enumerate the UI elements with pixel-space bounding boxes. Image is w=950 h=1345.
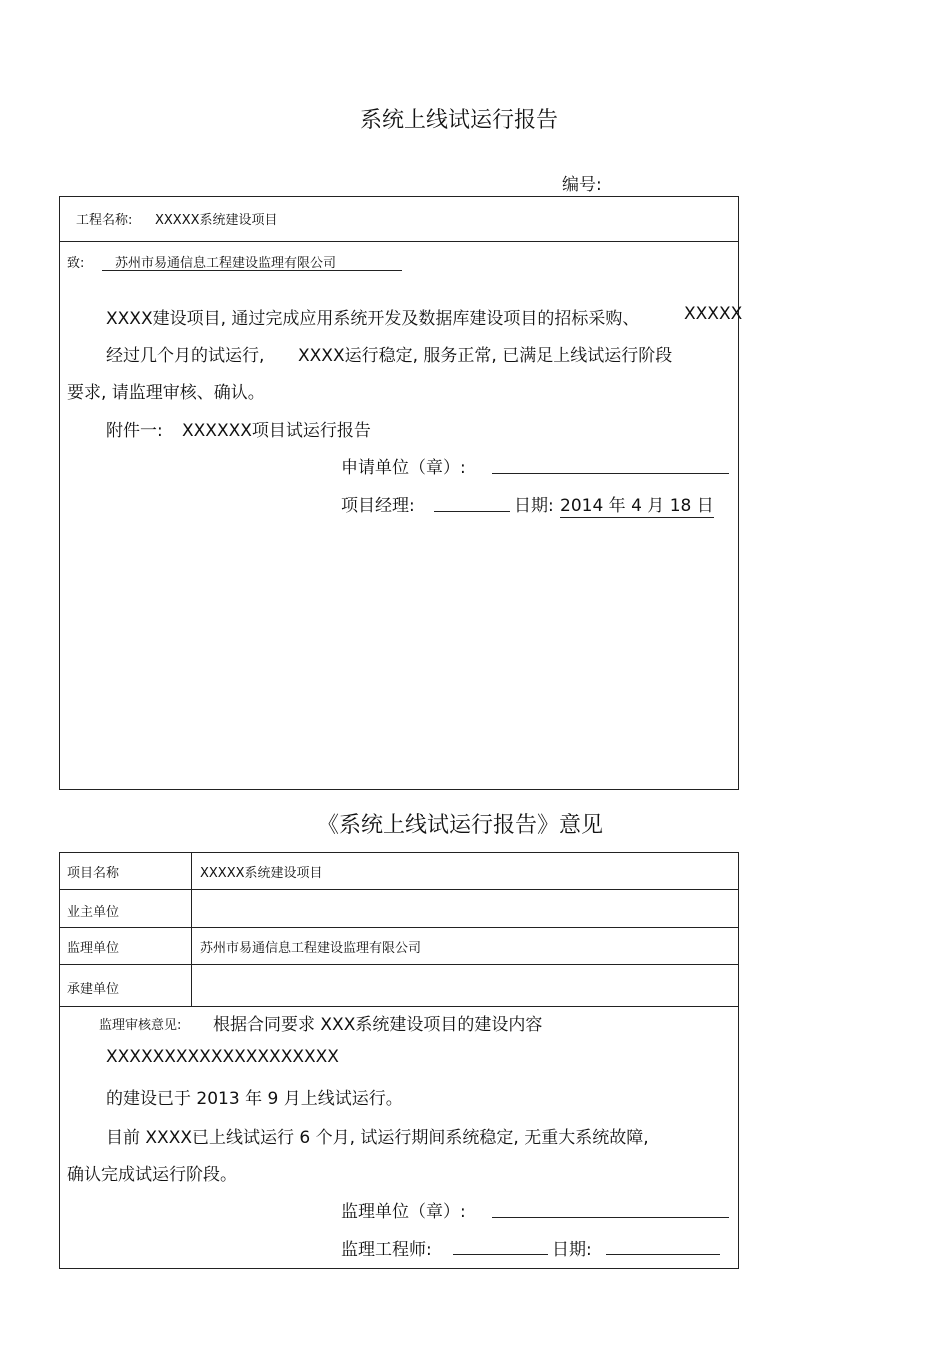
- row-owner-label: 业主单位: [67, 905, 120, 920]
- body-line-2a: 经过几个月的试运行,: [106, 346, 265, 366]
- review-line-2: XXXXXXXXXXXXXXXXXXXX: [106, 1047, 339, 1067]
- row-supervisor-label: 监理单位: [67, 941, 120, 956]
- body-line-1a: XXXX建设项目, 通过完成应用系统开发及数据库建设项目的招标采购、: [106, 309, 640, 329]
- report-number-label: 编号:: [562, 175, 602, 195]
- row-project-label: 项目名称: [67, 866, 120, 881]
- opinion-row-divider: [59, 889, 739, 890]
- report-date-value: 2014 年 4 月 18 日: [560, 491, 714, 518]
- project-name-value: XXXXX系统建设项目: [155, 213, 278, 228]
- manager-label: 项目经理:: [341, 496, 415, 516]
- report-title: 系统上线试运行报告: [360, 108, 559, 133]
- row-supervisor-value: 苏州市易通信息工程建设监理有限公司: [200, 941, 422, 956]
- applicant-signature-line: [492, 473, 729, 474]
- opinion-row-divider: [59, 1006, 739, 1007]
- body-line-2b: XXXX运行稳定, 服务正常, 已满足上线试运行阶段: [298, 346, 673, 366]
- review-line-3: 的建设已于 2013 年 9 月上线试运行。: [106, 1089, 403, 1109]
- report-form-divider: [59, 241, 739, 242]
- opinion-row-divider: [59, 927, 739, 928]
- body-line-1b: XXXXX: [684, 304, 743, 324]
- to-company: 苏州市易通信息工程建设监理有限公司: [115, 256, 337, 271]
- review-line-1: 根据合同要求 XXX系统建设项目的建设内容: [213, 1015, 543, 1035]
- opinion-date-label: 日期:: [552, 1240, 592, 1260]
- to-label: 致:: [67, 256, 85, 271]
- attachment-text: XXXXXX项目试运行报告: [182, 421, 371, 441]
- applicant-label: 申请单位（章）:: [341, 458, 466, 478]
- to-underline: [102, 270, 402, 271]
- opinion-column-divider: [191, 852, 192, 1006]
- review-label: 监理审核意见:: [99, 1018, 182, 1033]
- review-line-5: 确认完成试运行阶段。: [67, 1165, 237, 1185]
- row-contractor-label: 承建单位: [67, 982, 120, 997]
- row-project-value: XXXXX系统建设项目: [200, 866, 323, 881]
- opinion-title: 《系统上线试运行报告》意见: [317, 813, 604, 838]
- manager-signature-line: [434, 511, 510, 512]
- engineer-label: 监理工程师:: [341, 1240, 432, 1260]
- review-line-4: 目前 XXXX已上线试运行 6 个月, 试运行期间系统稳定, 无重大系统故障,: [106, 1128, 649, 1148]
- report-date-label: 日期:: [514, 496, 554, 516]
- supervisor-seal-line: [492, 1217, 729, 1218]
- supervisor-seal-label: 监理单位（章）:: [341, 1202, 466, 1222]
- project-name-label: 工程名称:: [76, 213, 133, 228]
- engineer-signature-line: [453, 1254, 548, 1255]
- opinion-date-line: [606, 1254, 720, 1255]
- attachment-label: 附件一:: [106, 421, 163, 441]
- body-line-3: 要求, 请监理审核、确认。: [67, 383, 265, 403]
- opinion-row-divider: [59, 964, 739, 965]
